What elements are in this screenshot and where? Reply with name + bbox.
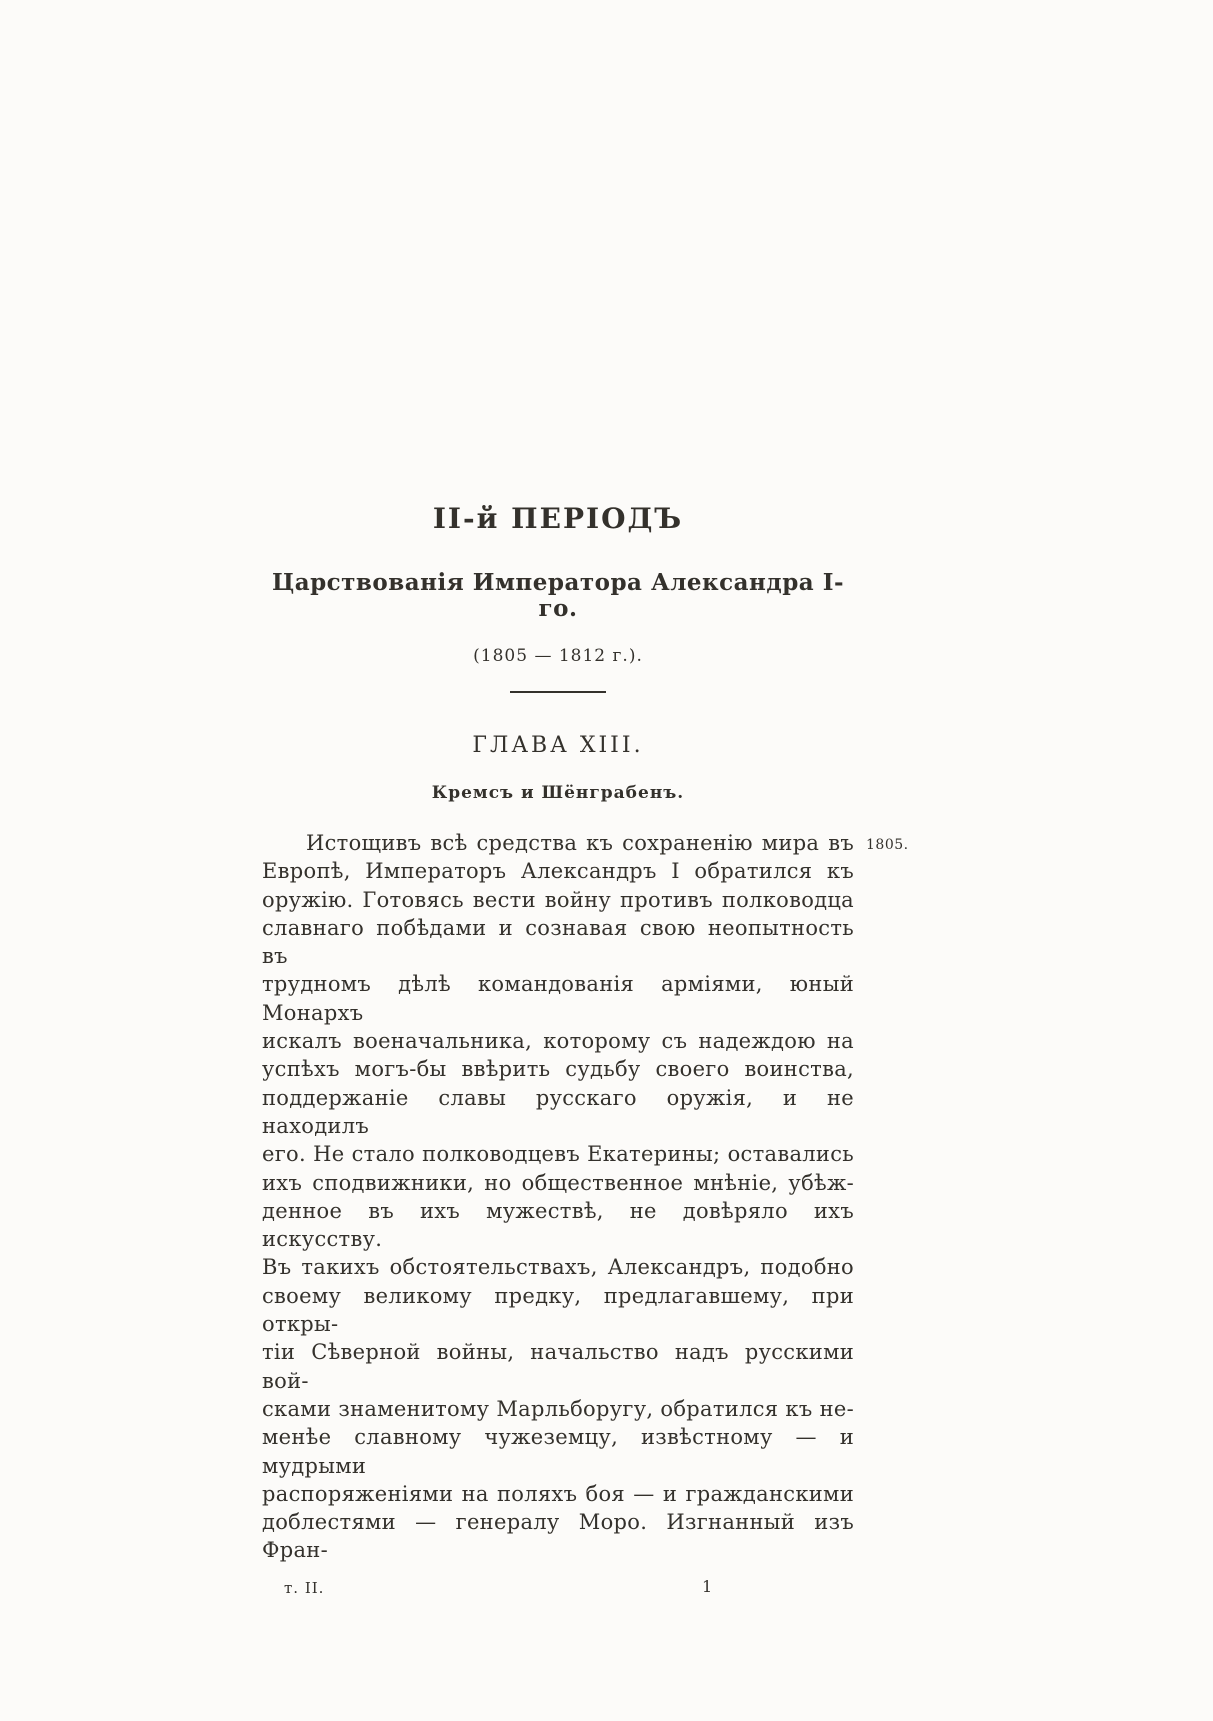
- body-line: менѣе славному чужеземцу, извѣстному — и мудрыми: [262, 1425, 854, 1478]
- text-column: [262, 502, 909, 1603]
- body-line: Въ такихъ обстоятельствахъ, Александръ, подобно: [262, 1255, 854, 1280]
- body-line: тіи Сѣверной войны, начальство надъ русскими вой-: [262, 1340, 854, 1393]
- body-line: Европѣ, Императоръ Александръ I обратился къ: [262, 859, 854, 884]
- body-line: денное въ ихъ мужествѣ, не довѣряло ихъ искусству.: [262, 1198, 854, 1252]
- page-footer: [262, 1576, 854, 1603]
- body-line: искалъ военачальника, которому съ надеждою на: [262, 1029, 854, 1054]
- body-line: ихъ сподвижники, но общественное мнѣніе, убѣж-: [262, 1170, 854, 1195]
- body-line: своему великому предку, предлагавшему, при откры-: [262, 1283, 854, 1337]
- body-line: оружію. Готовясь вести войну противъ полководца: [262, 887, 854, 912]
- body-line: трудномъ дѣлѣ командованія арміями, юный Монархъ: [262, 972, 854, 1025]
- chapter-heading: ГЛАВА XIII.: [472, 733, 644, 758]
- body-line: его. Не стало полководцевъ Екатерины; оставались: [262, 1142, 854, 1167]
- body-line: успѣхъ могъ-бы ввѣрить судьбу своего воинства,: [262, 1057, 854, 1082]
- section-divider: [510, 691, 606, 693]
- body-line: славнаго побѣдами и сознавая свою неопытность въ: [262, 915, 854, 969]
- reign-subtitle: Царствованія Императора Александра I-го.: [271, 569, 845, 622]
- body-line: сками знаменитому Марльборугу, обратился къ не-: [262, 1396, 854, 1421]
- volume-label: т. II.: [284, 1578, 325, 1597]
- margin-year-note: 1805.: [866, 837, 909, 853]
- chapter-subtitle: Кремсъ и Шёнграбенъ.: [431, 783, 685, 803]
- body-line: распоряженіями на поляхъ боя — и гражданскими: [262, 1481, 854, 1506]
- page-number: 1: [702, 1576, 713, 1596]
- body-line: Истощивъ всѣ средства къ сохраненію мира въ: [306, 831, 854, 855]
- body-paragraph: [262, 829, 909, 1565]
- period-title: II-й ПЕРІОДЪ: [432, 502, 684, 535]
- body-line: доблестями — генералу Моро. Изгнанный изъ Фран-: [262, 1510, 854, 1563]
- body-line: поддержаніе славы русскаго оружія, и не находилъ: [262, 1085, 854, 1138]
- date-range: (1805 — 1812 г.).: [473, 646, 643, 666]
